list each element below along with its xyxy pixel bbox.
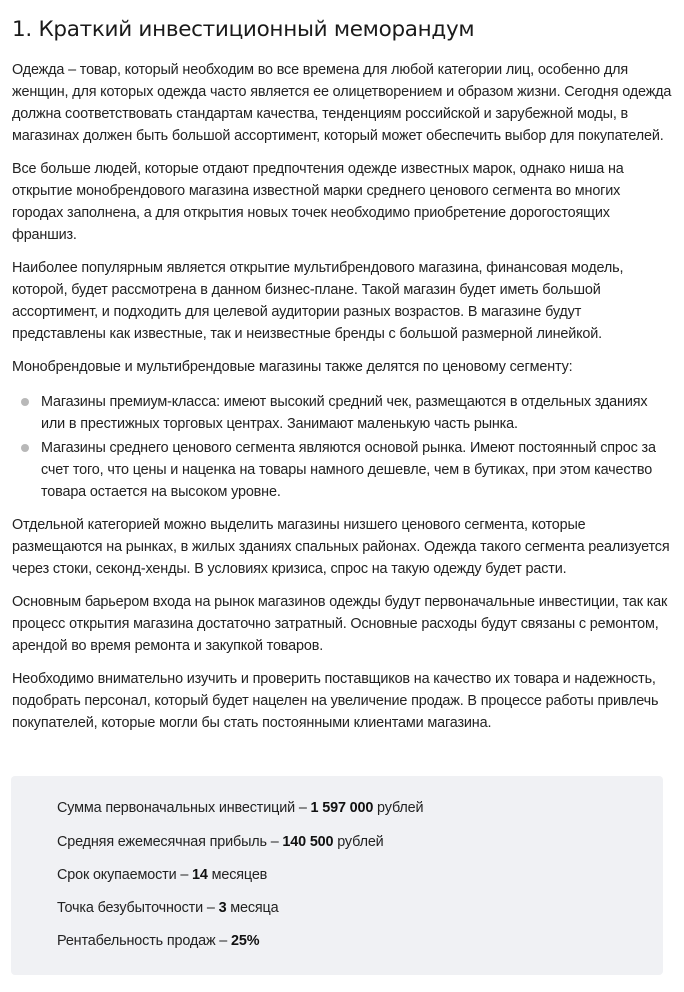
list-item: [41, 437, 672, 503]
summary-value: 140 500: [282, 834, 334, 850]
summary-row-breakeven: [57, 898, 279, 918]
paragraph: Наиболее популярным является открытие мультибрендового магазина, финансовая модель, которой, будет рассмотрена в данном бизнес-плане. Такой магазин будет иметь большой ассортимент, и подходить для целевой аудитории разных возрастов. В магазине будут представлены как известные, так и неизвестные бренды с большой размерной линейкой.: [12, 260, 624, 342]
paragraph: Отдельной категорией можно выделить магазины низшего ценового сегмента, которые размещаются на рынках, в жилых зданиях спальных районах. Одежда такого сегмента реализуется через стоки, секонд-хенды. В условиях кризиса, спрос на такую одежду будет расти.: [12, 517, 670, 577]
list-item: [41, 391, 672, 435]
summary-value: 25%: [231, 933, 260, 949]
summary-row-monthly-profit: [57, 832, 384, 852]
price-segment-list: [12, 391, 672, 503]
summary-unit: месяца: [226, 900, 279, 916]
paragraph: Монобрендовые и мультибрендовые магазины также делятся по ценовому сегменту:: [12, 359, 573, 375]
summary-value: 3: [218, 900, 227, 916]
paragraph: Одежда – товар, который необходим во все времена для любой категории лиц, особенно для женщин, для которых одежда часто является ее олицетворением и образом жизни. Сегодня одежда должна соответствовать стандартам качества, тенденциям российской и зарубежной моды, в магазинах должен быть большой ассортимент, который может обеспечить выбор для покупателей.: [12, 62, 672, 144]
paragraph: Основным барьером входа на рынок магазинов одежды будут первоначальные инвестиции, так как процесс открытия магазина достаточно затратный. Основные расходы будут связаны с ремонтом, арендой во время ремонта и закупкой товаров.: [12, 594, 668, 654]
bullet-icon: [21, 444, 29, 452]
paragraph: Все больше людей, которые отдают предпочтения одежде известных марок, однако ниша на открытие монобрендового магазина известной марки среднего ценового сегмента во многих городах заполнена, а для открытия новых точек необходимо приобретение дорогостоящих франшиз.: [12, 161, 624, 243]
summary-label: Средняя ежемесячная прибыль –: [57, 834, 283, 850]
summary-unit: месяцев: [207, 867, 268, 883]
bullet-icon: [21, 398, 29, 406]
summary-label: Сумма первоначальных инвестиций –: [57, 800, 311, 816]
summary-value: 1 597 000: [310, 800, 374, 816]
summary-unit: рублей: [333, 834, 384, 850]
summary-label: Срок окупаемости –: [57, 867, 193, 883]
summary-row-sales-profitability: [57, 931, 259, 951]
summary-unit: рублей: [373, 800, 424, 816]
summary-value: 14: [192, 867, 208, 883]
summary-label: Точка безубыточности –: [57, 900, 219, 916]
summary-label: Рентабельность продаж –: [57, 933, 231, 949]
summary-row-initial-investment: [57, 798, 423, 818]
section-title: 1. Краткий инвестиционный меморандум: [12, 17, 475, 42]
list-item-text: Магазины среднего ценового сегмента являются основой рынка. Имеют постоянный спрос за счет того, что цены и наценка на товары намного дешевле, чем в бутиках, при этом качество товара остается на высоком уровне.: [41, 440, 656, 500]
paragraph: Необходимо внимательно изучить и проверить поставщиков на качество их товара и надежность, подобрать персонал, который будет нацелен на увеличение продаж. В процессе работы привлечь покупателей, которые могли бы стать постоянными клиентами магазина.: [12, 671, 659, 731]
list-item-text: Магазины премиум-класса: имеют высокий средний чек, размещаются в отдельных зданиях или в престижных торговых центрах. Занимают маленькую часть рынка.: [41, 394, 648, 432]
investment-summary-box: [11, 776, 663, 975]
summary-row-payback-period: [57, 865, 267, 885]
